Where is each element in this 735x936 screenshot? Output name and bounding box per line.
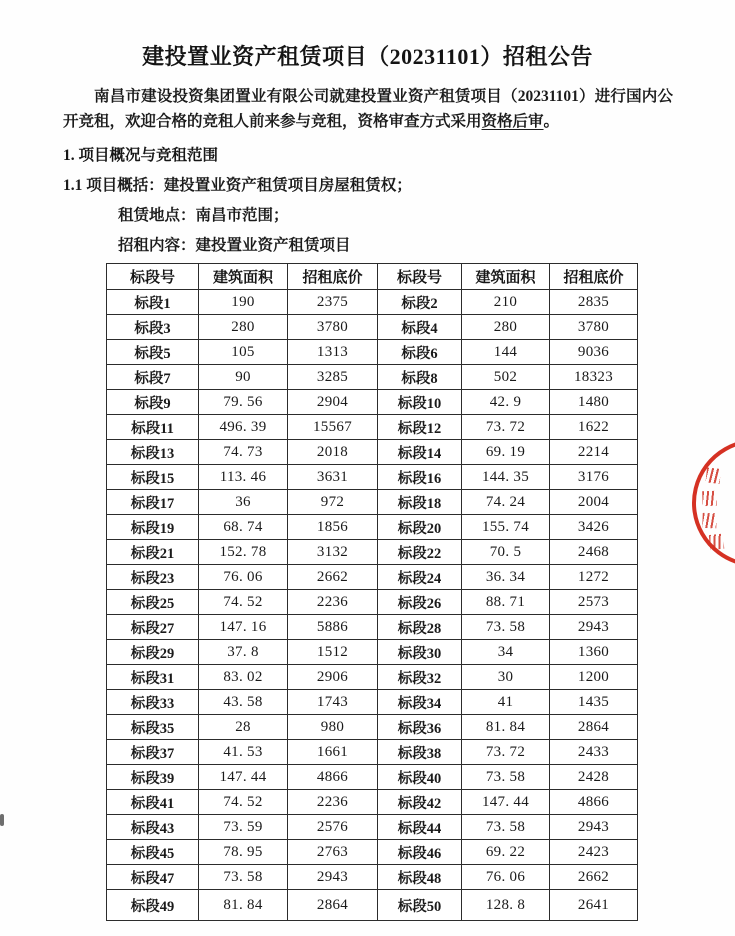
column-header: 招租底价 xyxy=(550,264,638,290)
cell-segment-id: 标段11 xyxy=(107,415,199,440)
cell-building-area: 73. 58 xyxy=(462,815,550,840)
cell-building-area: 152. 78 xyxy=(199,540,288,565)
cell-base-price: 2236 xyxy=(288,590,378,615)
table-row xyxy=(107,390,638,415)
cell-segment-id: 标段38 xyxy=(378,740,462,765)
section-heading: 1. 项目概况与竞租范围 xyxy=(63,147,219,164)
cell-building-area: 73. 72 xyxy=(462,415,550,440)
cell-building-area: 502 xyxy=(462,365,550,390)
cell-base-price: 3780 xyxy=(288,315,378,340)
cell-segment-id: 标段39 xyxy=(107,765,199,790)
cell-base-price: 2576 xyxy=(288,815,378,840)
cell-segment-id: 标段44 xyxy=(378,815,462,840)
cell-segment-id: 标段14 xyxy=(378,440,462,465)
cell-segment-id: 标段48 xyxy=(378,865,462,890)
cell-building-area: 113. 46 xyxy=(199,465,288,490)
cell-segment-id: 标段17 xyxy=(107,490,199,515)
cell-building-area: 78. 95 xyxy=(199,840,288,865)
cell-segment-id: 标段23 xyxy=(107,565,199,590)
item-lease-location: 租赁地点：南昌市范围； xyxy=(118,207,289,224)
cell-segment-id: 标段16 xyxy=(378,465,462,490)
column-header: 招租底价 xyxy=(288,264,378,290)
cell-building-area: 73. 58 xyxy=(199,865,288,890)
table-row xyxy=(107,715,638,740)
cell-segment-id: 标段34 xyxy=(378,690,462,715)
cell-segment-id: 标段32 xyxy=(378,665,462,690)
cell-building-area: 79. 56 xyxy=(199,390,288,415)
cell-base-price: 2864 xyxy=(550,715,638,740)
table-row xyxy=(107,890,638,921)
cell-base-price: 2236 xyxy=(288,790,378,815)
cell-segment-id: 标段46 xyxy=(378,840,462,865)
column-header: 建筑面积 xyxy=(199,264,288,290)
cell-segment-id: 标段15 xyxy=(107,465,199,490)
cell-base-price: 5886 xyxy=(288,615,378,640)
cell-base-price: 2641 xyxy=(550,890,638,921)
cell-base-price: 1480 xyxy=(550,390,638,415)
cell-segment-id: 标段13 xyxy=(107,440,199,465)
cell-building-area: 28 xyxy=(199,715,288,740)
cell-base-price: 1622 xyxy=(550,415,638,440)
cell-segment-id: 标段43 xyxy=(107,815,199,840)
cell-segment-id: 标段27 xyxy=(107,615,199,640)
cell-segment-id: 标段5 xyxy=(107,340,199,365)
cell-base-price: 2943 xyxy=(288,865,378,890)
underlined-qualification-text: 资格后审 xyxy=(481,113,544,130)
cell-segment-id: 标段20 xyxy=(378,515,462,540)
column-header: 标段号 xyxy=(107,264,199,290)
cell-building-area: 147. 44 xyxy=(462,790,550,815)
cell-building-area: 144. 35 xyxy=(462,465,550,490)
cell-segment-id: 标段31 xyxy=(107,665,199,690)
cell-segment-id: 标段8 xyxy=(378,365,462,390)
table-row xyxy=(107,540,638,565)
cell-base-price: 3426 xyxy=(550,515,638,540)
cell-base-price: 2906 xyxy=(288,665,378,690)
cell-segment-id: 标段25 xyxy=(107,590,199,615)
cell-segment-id: 标段26 xyxy=(378,590,462,615)
cell-segment-id: 标段45 xyxy=(107,840,199,865)
cell-building-area: 43. 58 xyxy=(199,690,288,715)
table-row xyxy=(107,840,638,865)
cell-segment-id: 标段28 xyxy=(378,615,462,640)
cell-base-price: 1435 xyxy=(550,690,638,715)
cell-building-area: 41. 53 xyxy=(199,740,288,765)
cell-base-price: 2428 xyxy=(550,765,638,790)
cell-segment-id: 标段21 xyxy=(107,540,199,565)
cell-building-area: 74. 52 xyxy=(199,590,288,615)
cell-segment-id: 标段12 xyxy=(378,415,462,440)
seal-glyph-mark xyxy=(702,513,717,528)
cell-segment-id: 标段19 xyxy=(107,515,199,540)
cell-segment-id: 标段30 xyxy=(378,640,462,665)
cell-base-price: 1272 xyxy=(550,565,638,590)
page-title: 建投置业资产租赁项目（20231101）招租公告 xyxy=(142,44,593,69)
seal-glyph-mark xyxy=(706,467,721,483)
cell-building-area: 496. 39 xyxy=(199,415,288,440)
cell-building-area: 37. 8 xyxy=(199,640,288,665)
cell-base-price: 3176 xyxy=(550,465,638,490)
table-row xyxy=(107,615,638,640)
cell-segment-id: 标段41 xyxy=(107,790,199,815)
cell-base-price: 2864 xyxy=(288,890,378,921)
cell-base-price: 2214 xyxy=(550,440,638,465)
cell-segment-id: 标段18 xyxy=(378,490,462,515)
cell-segment-id: 标段6 xyxy=(378,340,462,365)
cell-base-price: 1360 xyxy=(550,640,638,665)
cell-building-area: 280 xyxy=(199,315,288,340)
cell-building-area: 76. 06 xyxy=(462,865,550,890)
cell-building-area: 73. 59 xyxy=(199,815,288,840)
cell-building-area: 88. 71 xyxy=(462,590,550,615)
table-row xyxy=(107,365,638,390)
table-row xyxy=(107,640,638,665)
cell-building-area: 42. 9 xyxy=(462,390,550,415)
cell-building-area: 36 xyxy=(199,490,288,515)
cell-base-price: 2943 xyxy=(550,815,638,840)
table-row xyxy=(107,515,638,540)
cell-base-price: 4866 xyxy=(550,790,638,815)
cell-base-price: 2468 xyxy=(550,540,638,565)
cell-base-price: 972 xyxy=(288,490,378,515)
table-row xyxy=(107,765,638,790)
column-header: 建筑面积 xyxy=(462,264,550,290)
cell-segment-id: 标段35 xyxy=(107,715,199,740)
table-row xyxy=(107,665,638,690)
cell-building-area: 34 xyxy=(462,640,550,665)
cell-building-area: 76. 06 xyxy=(199,565,288,590)
cell-base-price: 4866 xyxy=(288,765,378,790)
cell-segment-id: 标段29 xyxy=(107,640,199,665)
cell-building-area: 90 xyxy=(199,365,288,390)
cell-base-price: 1512 xyxy=(288,640,378,665)
cell-building-area: 70. 5 xyxy=(462,540,550,565)
cell-segment-id: 标段36 xyxy=(378,715,462,740)
cell-base-price: 3780 xyxy=(550,315,638,340)
cell-building-area: 73. 72 xyxy=(462,740,550,765)
cell-building-area: 81. 84 xyxy=(199,890,288,921)
cell-base-price: 15567 xyxy=(288,415,378,440)
cell-building-area: 74. 52 xyxy=(199,790,288,815)
cell-segment-id: 标段24 xyxy=(378,565,462,590)
cell-building-area: 68. 74 xyxy=(199,515,288,540)
column-header: 标段号 xyxy=(378,264,462,290)
cell-building-area: 210 xyxy=(462,290,550,315)
cell-segment-id: 标段47 xyxy=(107,865,199,890)
cell-segment-id: 标段3 xyxy=(107,315,199,340)
cell-building-area: 105 xyxy=(199,340,288,365)
cell-base-price: 1856 xyxy=(288,515,378,540)
cell-building-area: 41 xyxy=(462,690,550,715)
cell-segment-id: 标段42 xyxy=(378,790,462,815)
cell-building-area: 155. 74 xyxy=(462,515,550,540)
table-row xyxy=(107,490,638,515)
table-row xyxy=(107,865,638,890)
cell-segment-id: 标段37 xyxy=(107,740,199,765)
cell-building-area: 144 xyxy=(462,340,550,365)
cell-base-price: 1743 xyxy=(288,690,378,715)
table-row xyxy=(107,440,638,465)
cell-building-area: 83. 02 xyxy=(199,665,288,690)
cell-base-price: 3631 xyxy=(288,465,378,490)
table-body xyxy=(107,290,638,921)
cell-building-area: 73. 58 xyxy=(462,765,550,790)
cell-segment-id: 标段22 xyxy=(378,540,462,565)
cell-base-price: 2423 xyxy=(550,840,638,865)
cell-base-price: 2433 xyxy=(550,740,638,765)
cell-building-area: 147. 44 xyxy=(199,765,288,790)
cell-segment-id: 标段10 xyxy=(378,390,462,415)
cell-segment-id: 标段40 xyxy=(378,765,462,790)
intro-paragraph xyxy=(63,84,673,134)
cell-building-area: 69. 19 xyxy=(462,440,550,465)
item-project-overview: 1.1 项目概括：建投置业资产租赁项目房屋租赁权； xyxy=(63,177,412,194)
table-row xyxy=(107,740,638,765)
cell-building-area: 147. 16 xyxy=(199,615,288,640)
cell-base-price: 980 xyxy=(288,715,378,740)
table-row xyxy=(107,465,638,490)
lease-bid-table xyxy=(106,263,638,921)
cell-base-price: 3132 xyxy=(288,540,378,565)
cell-building-area: 74. 73 xyxy=(199,440,288,465)
cell-segment-id: 标段49 xyxy=(107,890,199,921)
cell-base-price: 2904 xyxy=(288,390,378,415)
seal-glyph-mark xyxy=(709,534,724,550)
cell-segment-id: 标段7 xyxy=(107,365,199,390)
table-row xyxy=(107,290,638,315)
cell-building-area: 81. 84 xyxy=(462,715,550,740)
cell-building-area: 74. 24 xyxy=(462,490,550,515)
table-row xyxy=(107,815,638,840)
table-row xyxy=(107,590,638,615)
cell-base-price: 2763 xyxy=(288,840,378,865)
item-lease-content: 招租内容：建投置业资产租赁项目 xyxy=(118,237,351,254)
cell-base-price: 2662 xyxy=(288,565,378,590)
cell-building-area: 280 xyxy=(462,315,550,340)
cell-segment-id: 标段33 xyxy=(107,690,199,715)
cell-building-area: 190 xyxy=(199,290,288,315)
table-header-row xyxy=(107,264,638,290)
cell-base-price: 1661 xyxy=(288,740,378,765)
red-seal-stamp xyxy=(684,431,735,576)
cell-segment-id: 标段4 xyxy=(378,315,462,340)
table-row xyxy=(107,690,638,715)
cell-base-price: 2375 xyxy=(288,290,378,315)
cell-base-price: 1313 xyxy=(288,340,378,365)
table-row xyxy=(107,340,638,365)
cell-base-price: 2573 xyxy=(550,590,638,615)
cell-segment-id: 标段9 xyxy=(107,390,199,415)
cell-building-area: 69. 22 xyxy=(462,840,550,865)
cell-base-price: 1200 xyxy=(550,665,638,690)
scan-artifact-speck xyxy=(0,814,4,826)
table-row xyxy=(107,415,638,440)
table-row xyxy=(107,565,638,590)
cell-segment-id: 标段50 xyxy=(378,890,462,921)
cell-building-area: 128. 8 xyxy=(462,890,550,921)
intro-period: 。 xyxy=(543,113,560,130)
cell-base-price: 2835 xyxy=(550,290,638,315)
intro-text: 南昌市建设投资集团置业有限公司就建投置业资产租赁项目（20231101）进行国内公开竞租，欢迎合格的竞租人前来参与竞租，资格审查方式采用 xyxy=(63,88,673,130)
cell-segment-id: 标段2 xyxy=(378,290,462,315)
cell-base-price: 2004 xyxy=(550,490,638,515)
table-row xyxy=(107,315,638,340)
cell-building-area: 36. 34 xyxy=(462,565,550,590)
cell-base-price: 2943 xyxy=(550,615,638,640)
cell-base-price: 9036 xyxy=(550,340,638,365)
cell-base-price: 2662 xyxy=(550,865,638,890)
cell-building-area: 30 xyxy=(462,665,550,690)
cell-base-price: 2018 xyxy=(288,440,378,465)
cell-base-price: 18323 xyxy=(550,365,638,390)
cell-segment-id: 标段1 xyxy=(107,290,199,315)
seal-glyph-mark xyxy=(702,491,717,506)
cell-building-area: 73. 58 xyxy=(462,615,550,640)
table-row xyxy=(107,790,638,815)
cell-base-price: 3285 xyxy=(288,365,378,390)
